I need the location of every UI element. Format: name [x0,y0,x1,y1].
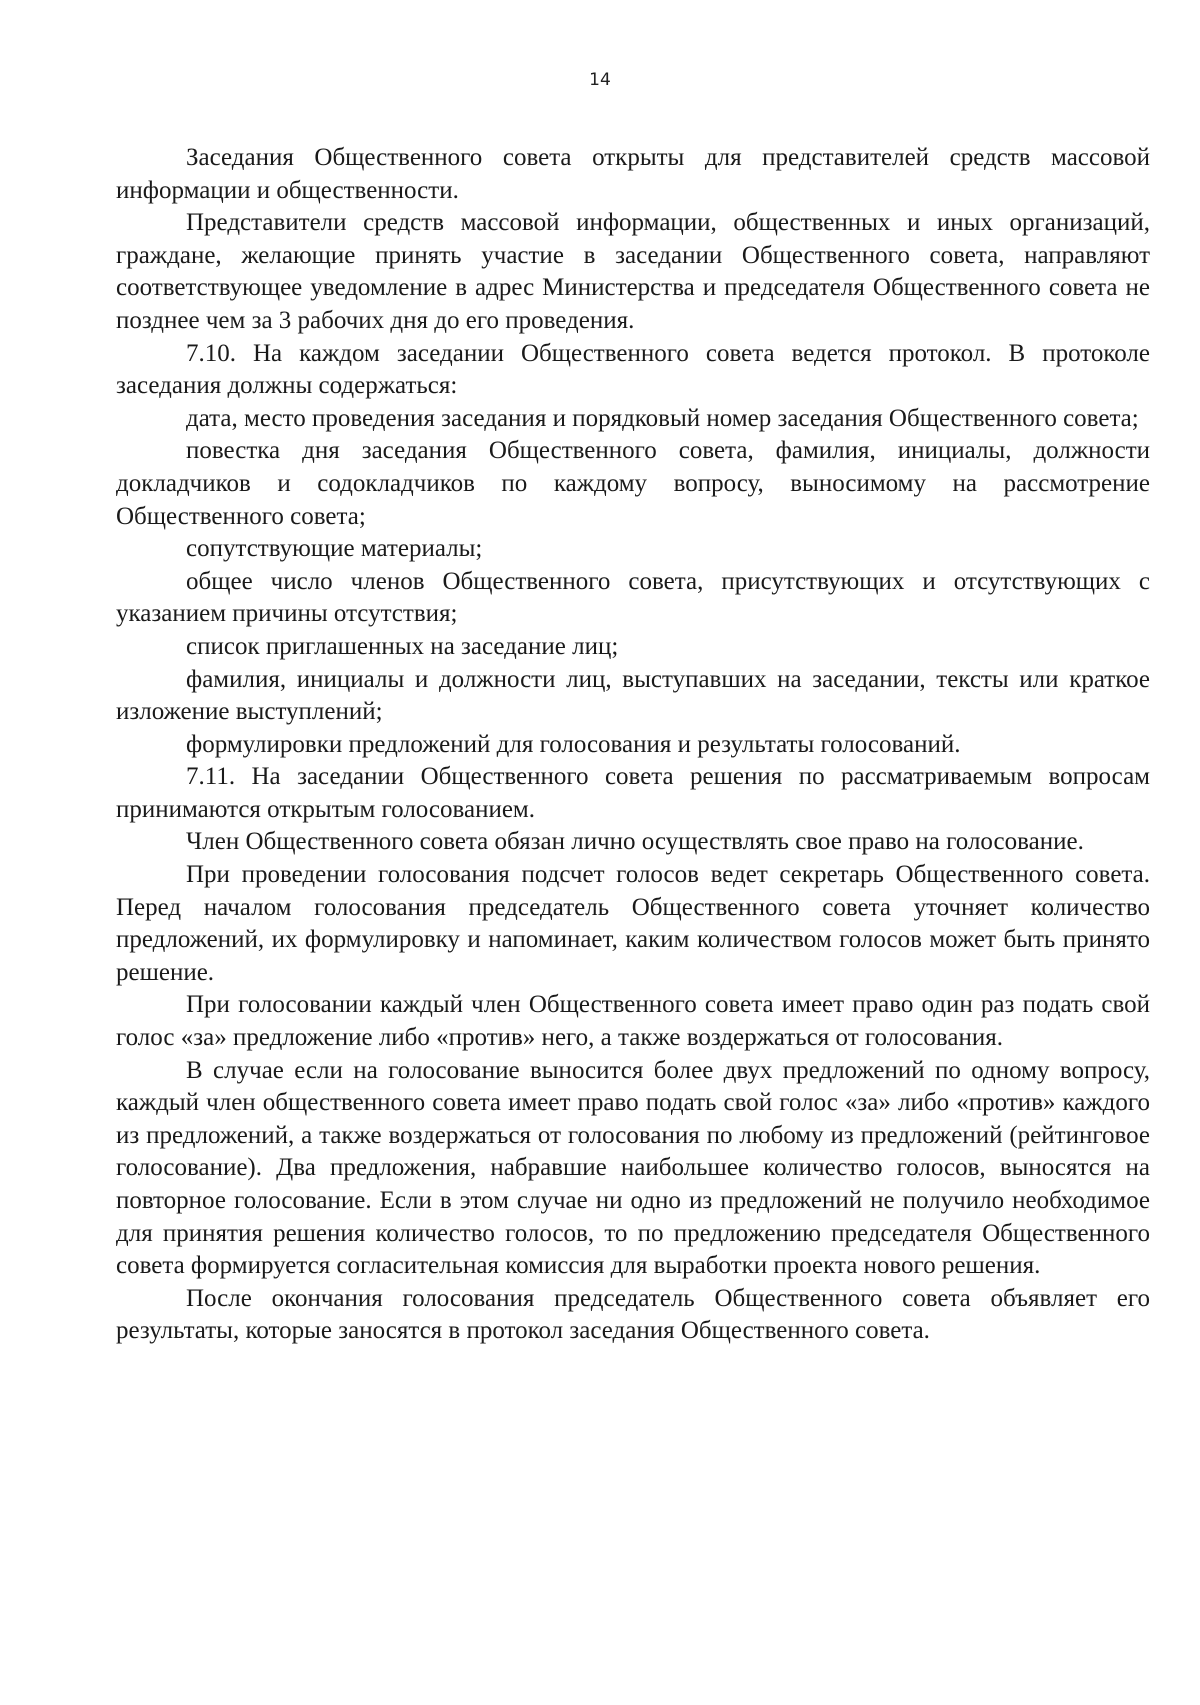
page-number: 14 [589,70,611,90]
list-item: фамилия, инициалы и должности лиц, выступавших на заседании, тексты или краткое изложение выступлений; [116,665,1150,726]
paragraph: После окончания голосования председатель Общественного совета объявляет его результаты, которые заносятся в протокол заседания Общественного совета. [116,1284,1150,1345]
paragraph: Член Общественного совета обязан лично осуществлять свое право на голосование. [186,828,1084,856]
list-item: повестка дня заседания Общественного совета, фамилия, инициалы, должности докладчиков и содокладчиков по каждому вопросу, выносимому на рассмотрение Общественного совета; [116,437,1150,530]
list-item: сопутствующие материалы; [186,535,483,563]
paragraph: В случае если на голосование выносится более двух предложений по одному вопросу, каждый член общественного совета имеет право подать свой голос «за» либо «против» каждого из предложений, а также воздержаться от голосования по любому из предложений (рейтинговое голосование). Два предложения, набравшие наибольшее количество голосов, выносятся на повторное голосование. Если в этом случае ни одно из предложений не получило необходимое для принятия решения количество голосов, то по предложению председателя Общественного совета формируется согласительная комиссия для выработки проекта нового решения. [116,1056,1150,1280]
list-item: общее число членов Общественного совета, присутствующих и отсутствующих с указанием причины отсутствия; [116,567,1150,628]
paragraph: 7.10. На каждом заседании Общественного совета ведется протокол. В протоколе заседания должны содержаться: [116,339,1150,400]
list-item: список приглашенных на заседание лиц; [186,632,619,660]
paragraph: Представители средств массовой информации, общественных и иных организаций, граждане, желающие принять участие в заседании Общественного совета, направляют соответствующее уведомление в адрес Министерства и председателя Общественного совета не позднее чем за 3 рабочих дня до его проведения. [116,209,1150,334]
paragraph: Заседания Общественного совета открыты для представителей средств массовой информации и общественности. [116,144,1150,204]
document-body [116,142,1150,1348]
paragraph: При голосовании каждый член Общественного совета имеет право один раз подать свой голос «за» предложение либо «против» него, а также воздержаться от голосования. [116,991,1150,1052]
paragraph: При проведении голосования подсчет голосов ведет секретарь Общественного совета. Перед началом голосования председатель Общественного совета уточняет количество предложений, их формулировку и напоминает, каким количеством голосов может быть принято решение. [116,861,1150,986]
list-item: формулировки предложений для голосования и результаты голосований. [186,730,961,758]
list-item: дата, место проведения заседания и порядковый номер заседания Общественного совета; [186,404,1139,432]
paragraph: 7.11. На заседании Общественного совета решения по рассматриваемым вопросам принимаются открытым голосованием. [116,763,1150,823]
